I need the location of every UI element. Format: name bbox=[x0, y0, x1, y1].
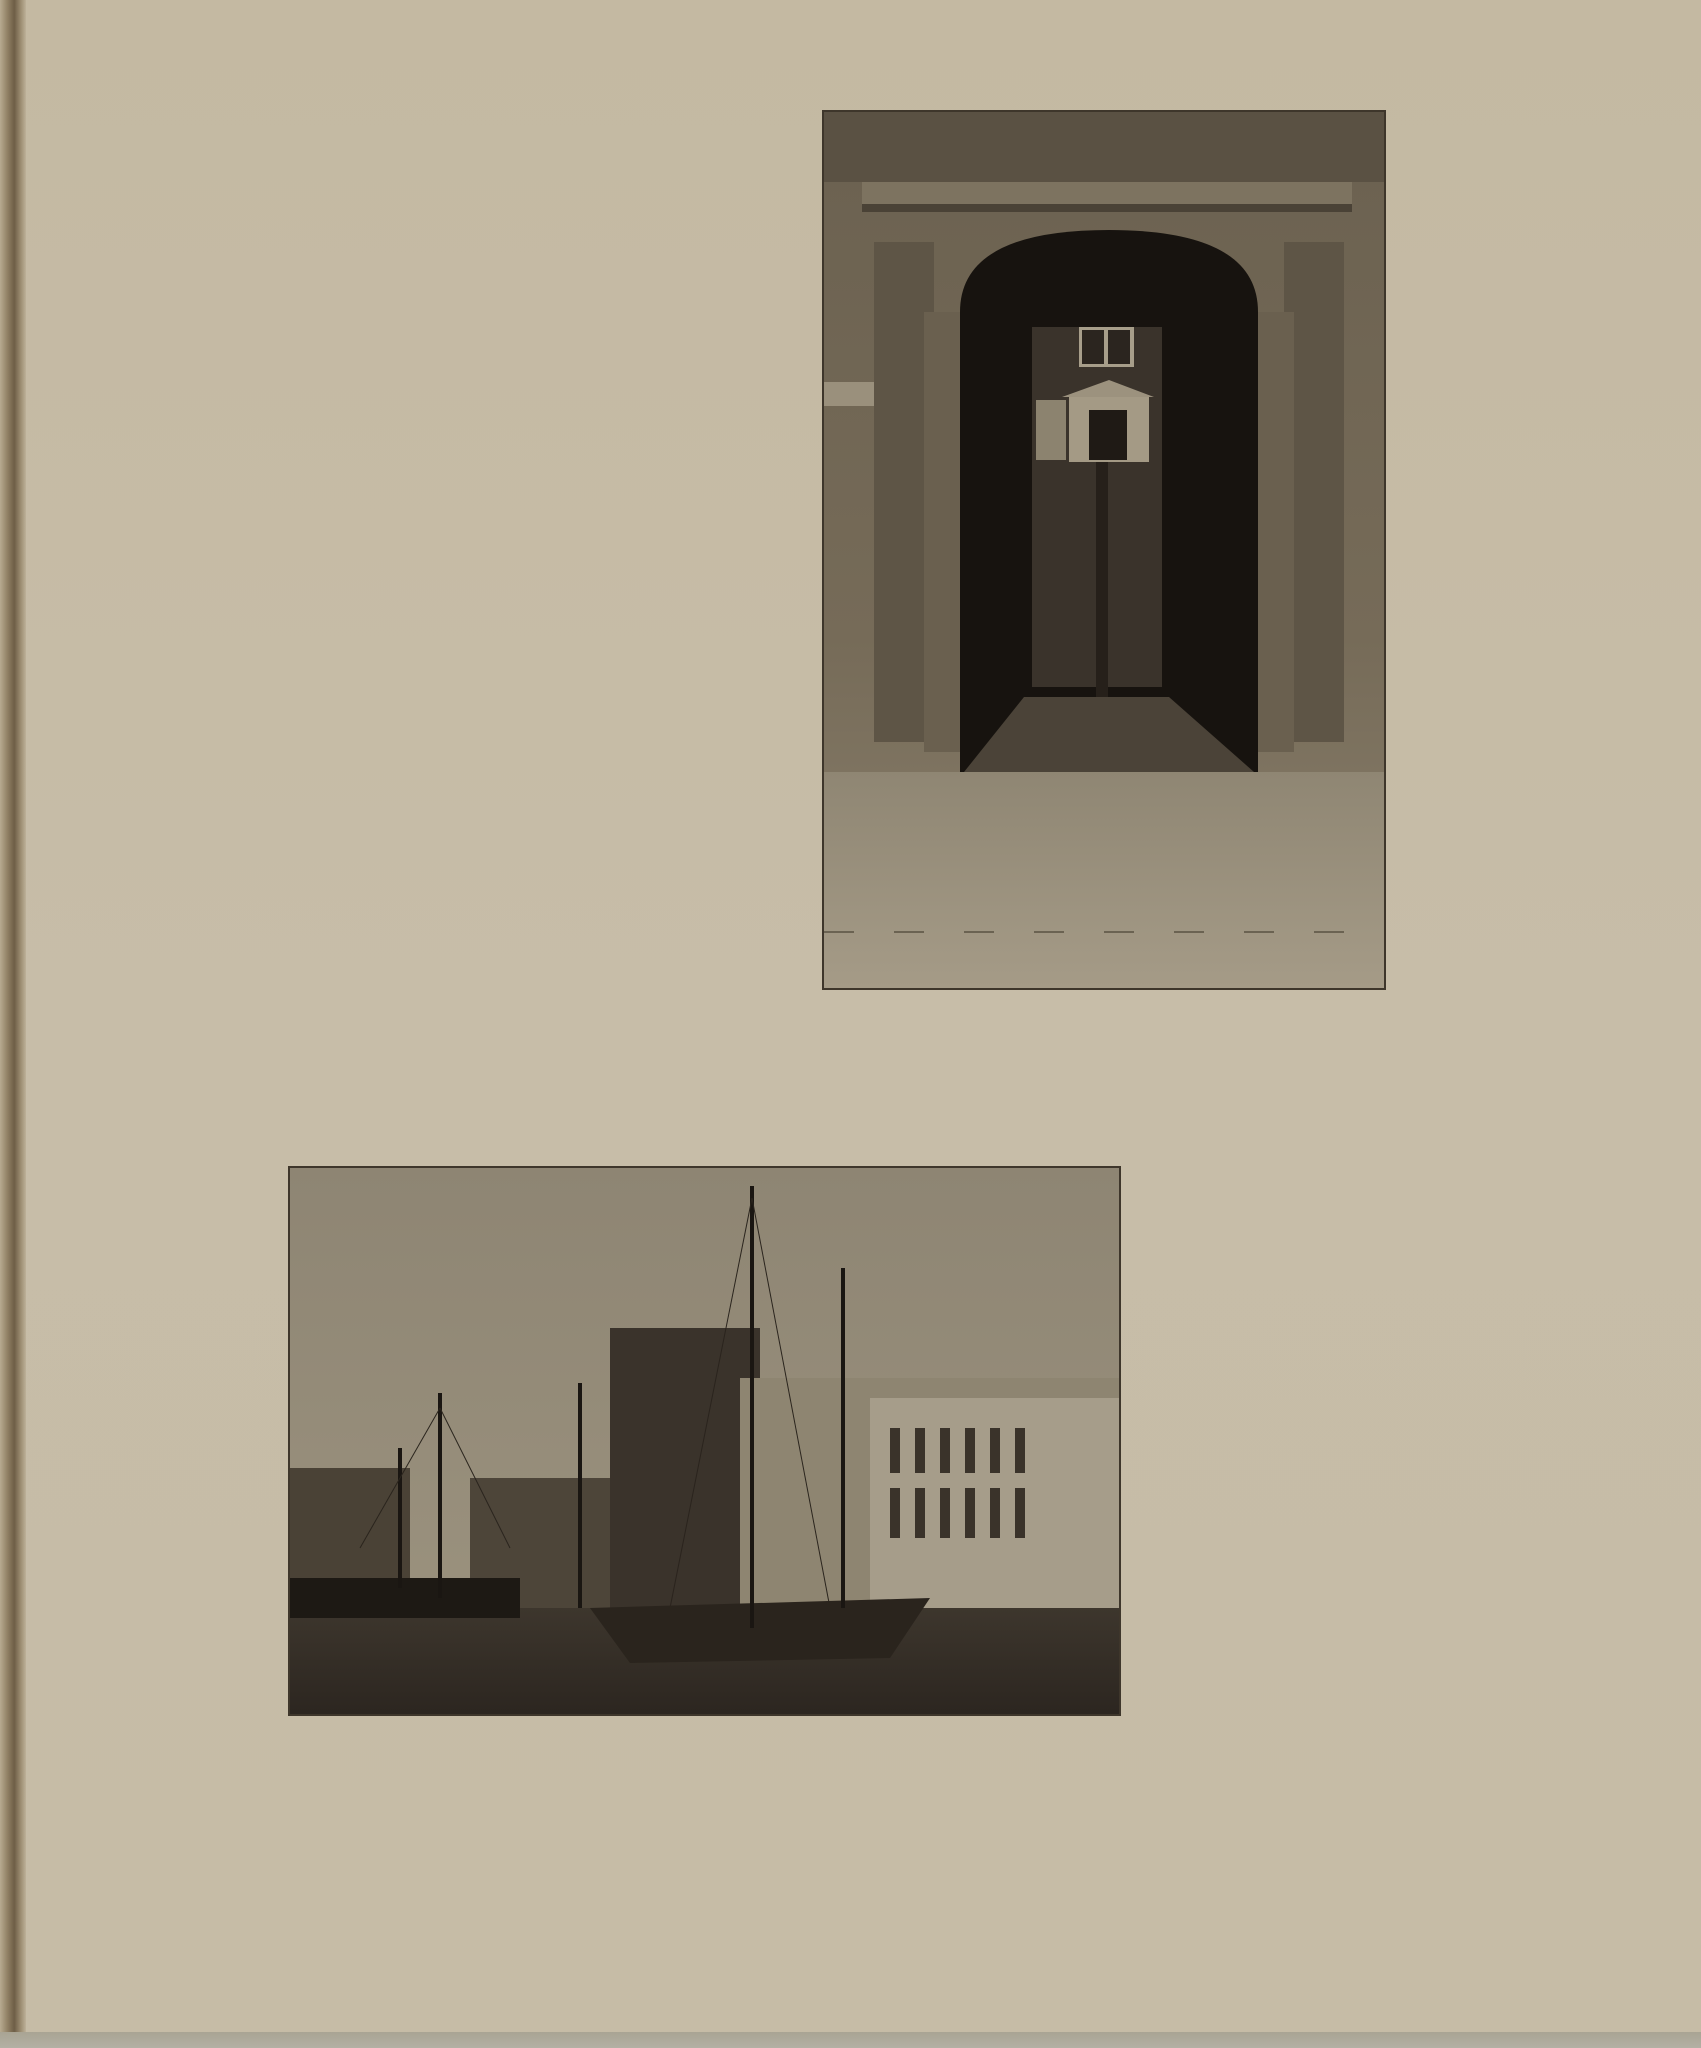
figure-muntpoort bbox=[822, 110, 1386, 990]
wolwevershaven-photo bbox=[290, 1168, 1119, 1714]
scan-bottom-edge bbox=[0, 2032, 1701, 2048]
book-spine-edge bbox=[0, 0, 26, 2048]
muntpoort-photo bbox=[824, 112, 1384, 988]
figure-wolwevershaven bbox=[288, 1166, 1121, 1716]
